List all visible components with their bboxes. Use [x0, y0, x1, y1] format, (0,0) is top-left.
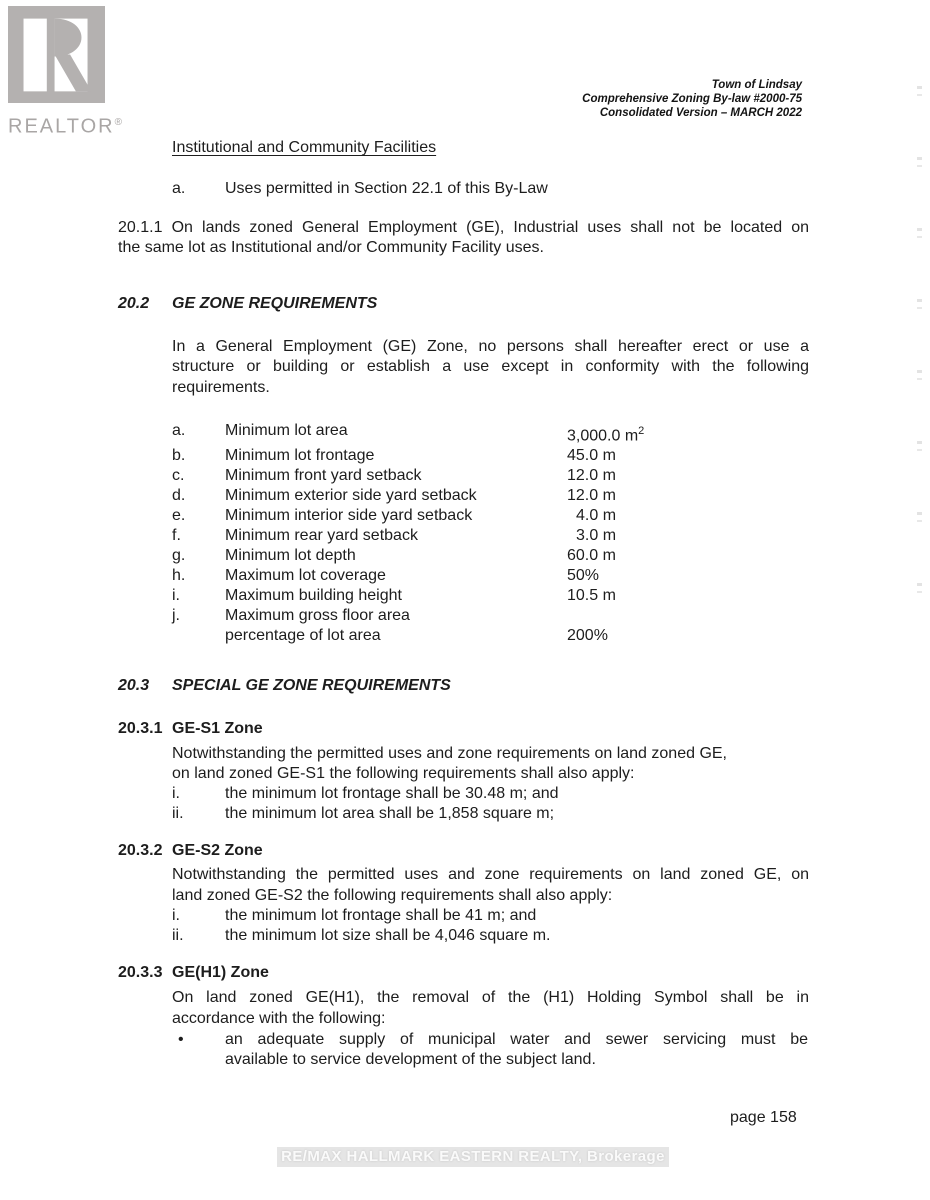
- section-20-3-1-item-ii: ii. the minimum lot area shall be 1,858 square m;: [172, 805, 555, 822]
- section-number-20-3-1: 20.3.1: [118, 720, 163, 737]
- requirement-value: 4.0 m: [576, 507, 617, 525]
- section-number-20-3-3: 20.3.3: [118, 964, 163, 981]
- section-heading-20-3-1: [118, 719, 263, 739]
- requirement-value: 10.5 m: [567, 587, 616, 605]
- section-20-3-1-body-line-2: on land zoned GE-S1 the following requirements shall also apply:: [172, 765, 635, 782]
- requirement-value: 200%: [567, 627, 608, 645]
- section-title-20-3-2: GE-S2 Zone: [172, 842, 263, 859]
- section-20-2-body: [172, 337, 809, 398]
- section-20-3-3-bullet-item: [172, 1030, 809, 1070]
- requirement-row-j: j. Maximum gross floor area: [172, 607, 410, 625]
- requirement-row-d: d. Minimum exterior side yard setback 12.0 m: [172, 487, 616, 505]
- section-title-20-3-1: GE-S1 Zone: [172, 720, 263, 737]
- section-20-3-2-body-line-2: land zoned GE-S2 the following requirements shall also apply:: [172, 886, 613, 904]
- clause-20-1-1: [118, 218, 809, 258]
- header-line-1: Town of Lindsay: [711, 79, 802, 91]
- requirement-value: 60.0 m: [567, 547, 616, 565]
- requirement-row-j-continued: percentage of lot area 200%: [225, 627, 608, 645]
- section-20-3-2-item-i: i. the minimum lot frontage shall be 41 m; and: [172, 907, 537, 924]
- requirement-row-g: g. Minimum lot depth 60.0 m: [172, 547, 616, 565]
- requirement-row-c: c. Minimum front yard setback 12.0 m: [172, 467, 616, 485]
- intro-item-text: Uses permitted in Section 22.1 of this By-Law: [225, 180, 548, 197]
- section-20-3-1-body: [172, 744, 809, 784]
- section-20-3-1-item-i: i. the minimum lot frontage shall be 30.48 m; and: [172, 785, 559, 802]
- brokerage-watermark: RE/MAX HALLMARK EASTERN REALTY, Brokerage: [277, 1147, 669, 1167]
- realtor-r-icon: [8, 6, 105, 103]
- section-20-2-body-line-2: structure or building or establish a use except in conformity with the following: [172, 358, 809, 376]
- requirement-value: 45.0 m: [567, 447, 616, 465]
- intro-heading: Institutional and Community Facilities: [172, 139, 437, 156]
- bullet-item-text: [225, 1030, 808, 1070]
- section-20-2-body-line-1: In a General Employment (GE) Zone, no persons shall hereafter erect or use a: [172, 338, 809, 355]
- page-number: page 158: [730, 1109, 797, 1126]
- requirement-value: 12.0 m: [567, 487, 616, 505]
- requirement-value: 12.0 m: [567, 467, 616, 485]
- bullet-icon: •: [178, 1031, 184, 1048]
- intro-list-item: [172, 179, 812, 199]
- section-20-2-body-line-3: requirements.: [172, 378, 270, 396]
- section-20-3-3-body: [172, 988, 809, 1029]
- requirement-row-a: a. Minimum lot area 3,000.0 $m^2$: [172, 422, 645, 445]
- header-line-3: Consolidated Version – MARCH 2022: [599, 107, 802, 119]
- section-20-3-2-body-line-1: Notwithstanding the permitted uses and zone requirements on land zoned GE, on: [172, 866, 809, 883]
- section-heading-20-3-2: [118, 841, 263, 861]
- section-title-20-3-3: GE(H1) Zone: [172, 964, 269, 981]
- scan-artifact-strip: [917, 60, 922, 625]
- section-title-20-2: GE ZONE REQUIREMENTS: [172, 295, 378, 312]
- document-header: [330, 78, 802, 120]
- section-20-3-2-item-ii: ii. the minimum lot size shall be 4,046 square m.: [172, 927, 551, 944]
- bullet-text-line-1: an adequate supply of municipal water and sewer servicing must be: [225, 1031, 808, 1048]
- requirement-value: 3,000.0 $m^2$: [567, 425, 645, 445]
- realtor-logo-label: REALTOR®: [8, 115, 122, 138]
- ge-zone-requirements-list: [172, 421, 812, 646]
- section-20-3-3-body-line-2: accordance with the following:: [172, 1009, 386, 1027]
- section-heading-20-3: [118, 676, 451, 696]
- bullet-text-line-2: available to service development of the subject land.: [225, 1051, 596, 1068]
- requirement-row-b: b. Minimum lot frontage 45.0 m: [172, 447, 616, 465]
- realtor-logo: [8, 6, 122, 138]
- requirement-value: 3.0 m: [576, 527, 617, 545]
- requirement-row-f: f. Minimum rear yard setback 3.0 m: [172, 527, 617, 545]
- header-line-2: Comprehensive Zoning By-law #2000-75: [582, 93, 802, 105]
- section-heading-20-3-3: [118, 963, 269, 983]
- section-heading-20-2: [118, 294, 377, 314]
- section-20-3-2-body: [172, 865, 809, 906]
- section-20-3-3-body-line-1: On land zoned GE(H1), the removal of the (H1) Holding Symbol shall be in: [172, 989, 809, 1006]
- section-number-20-3: 20.3: [118, 677, 150, 694]
- clause-20-1-1-line-1: 20.1.1 On lands zoned General Employment (GE), Industrial uses shall not be located on: [118, 219, 809, 236]
- intro-item-label: a.: [172, 180, 186, 197]
- clause-20-1-1-line-2: the same lot as Institutional and/or Community Facility uses.: [118, 239, 544, 256]
- section-title-20-3: SPECIAL GE ZONE REQUIREMENTS: [172, 677, 451, 694]
- requirement-row-i: i. Maximum building height 10.5 m: [172, 587, 616, 605]
- section-number-20-2: 20.2: [118, 295, 150, 312]
- requirement-row-h: h. Maximum lot coverage 50%: [172, 567, 600, 585]
- section-number-20-3-2: 20.3.2: [118, 842, 163, 859]
- requirement-row-e: e. Minimum interior side yard setback 4.0 m: [172, 507, 617, 525]
- section-20-3-1-body-line-1: Notwithstanding the permitted uses and zone requirements on land zoned GE,: [172, 745, 727, 762]
- requirement-value: 50%: [567, 567, 600, 585]
